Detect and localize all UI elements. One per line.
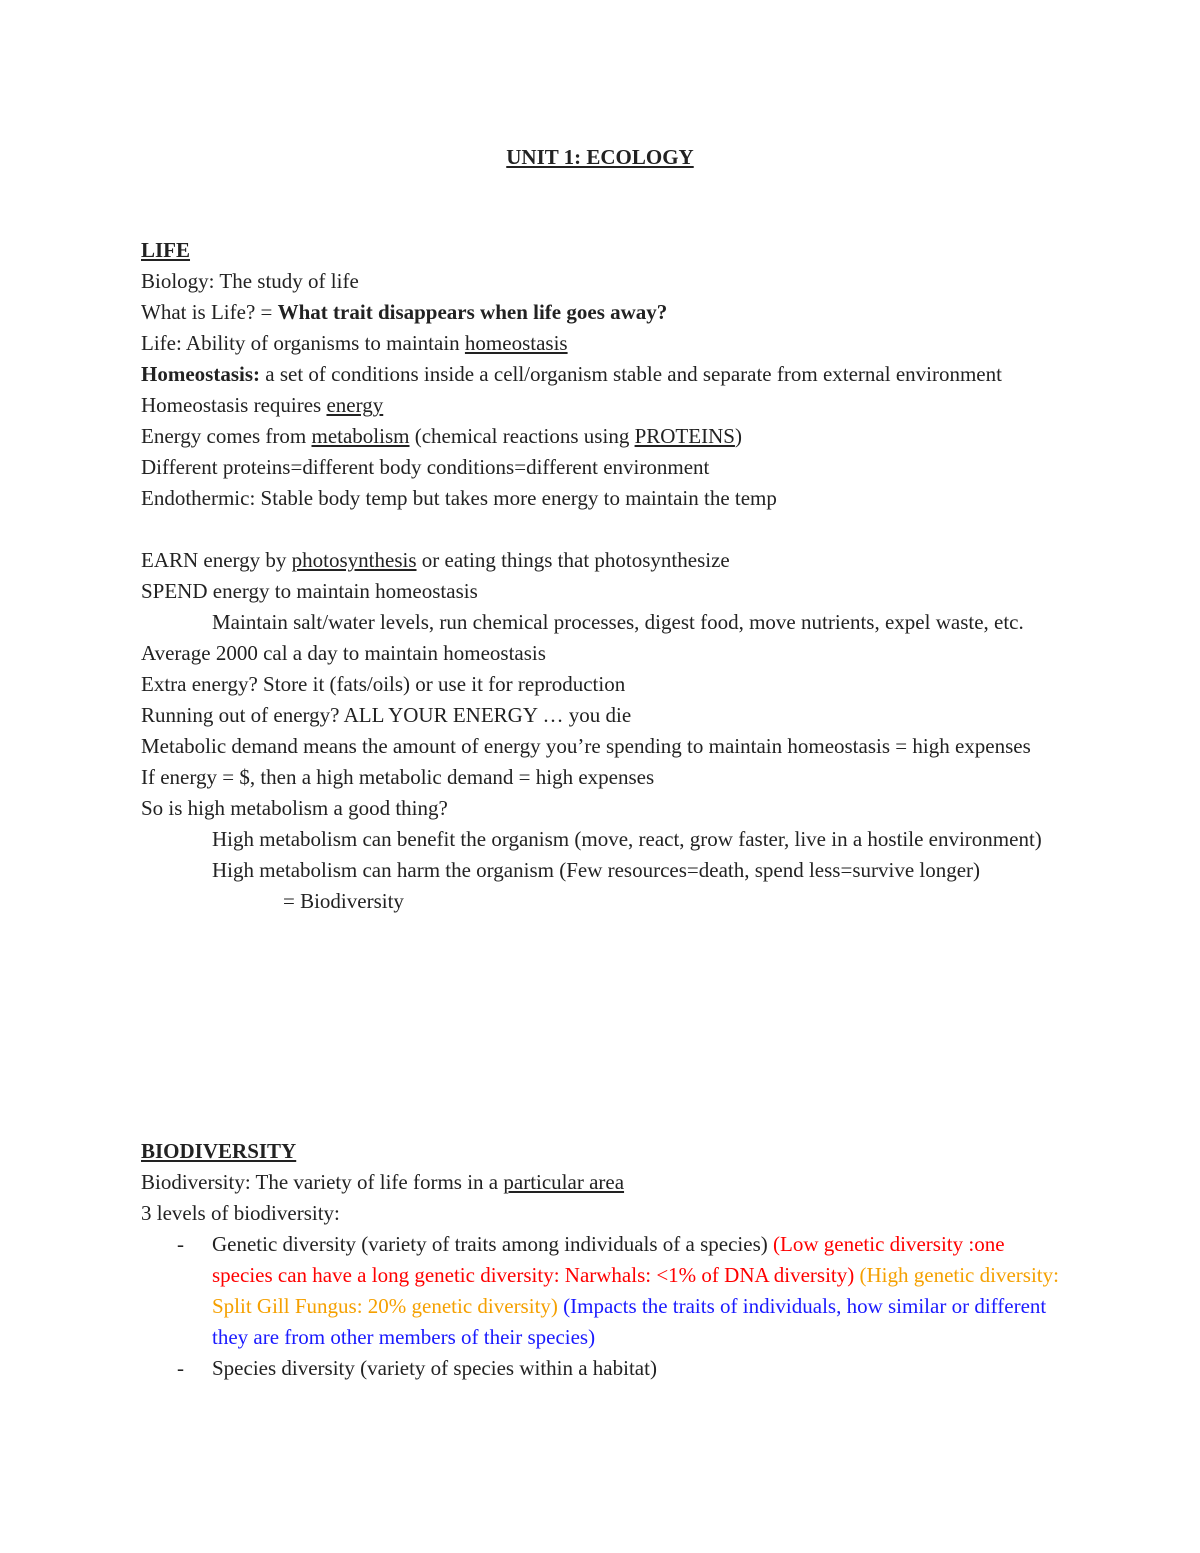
- biodiversity-heading: BIODIVERSITY: [141, 1139, 297, 1163]
- text-line: Homeostasis: a set of conditions inside a cell/organism stable and separate from external environment: [141, 362, 1002, 386]
- text-line: What is Life? = What trait disappears when life goes away?: [141, 300, 668, 324]
- text-line: Metabolic demand means the amount of energy you’re spending to maintain homeostasis = high expenses: [141, 734, 1031, 758]
- text-line: So is high metabolism a good thing?: [141, 796, 448, 820]
- text-line: Energy comes from metabolism (chemical reactions using PROTEINS): [141, 424, 742, 448]
- biodiversity-section: [141, 1136, 1061, 1384]
- text-line: Different proteins=different body conditions=different environment: [141, 455, 710, 479]
- text-line: Average 2000 cal a day to maintain homeostasis: [141, 641, 546, 665]
- text-line: If energy = $, then a high metabolic demand = high expenses: [141, 765, 655, 789]
- page-title: UNIT 1: ECOLOGY: [506, 145, 694, 169]
- text-line: Homeostasis requires energy: [141, 393, 384, 417]
- life-section: [141, 235, 1061, 917]
- text-line: 3 levels of biodiversity:: [141, 1201, 340, 1225]
- text-line: SPEND energy to maintain homeostasis: [141, 579, 478, 603]
- biodiversity-list: [141, 1229, 1061, 1384]
- list-item: - Species diversity (variety of species within a habitat): [141, 1353, 1061, 1384]
- text-line: High metabolism can benefit the organism (move, react, grow faster, live in a hostile environment): [212, 827, 1042, 851]
- text-line: Maintain salt/water levels, run chemical processes, digest food, move nutrients, expel waste, etc.: [212, 610, 1024, 634]
- dash-bullet: -: [177, 1232, 184, 1256]
- blue-note: (Impacts the traits of individuals, how similar or different they are from other members of their species): [212, 1294, 1047, 1349]
- text-line: Biology: The study of life: [141, 269, 359, 293]
- text-line: Life: Ability of organisms to maintain homeostasis: [141, 331, 568, 355]
- text-line: EARN energy by photosynthesis or eating things that photosynthesize: [141, 548, 730, 572]
- red-note: (Low genetic diversity :one species can have a long genetic diversity: Narwhals: <1% of DNA diversity): [212, 1232, 1005, 1287]
- text-line: Biodiversity: The variety of life forms in a particular area: [141, 1170, 625, 1194]
- text-line: Endothermic: Stable body temp but takes more energy to maintain the temp: [141, 486, 777, 510]
- dash-bullet: -: [177, 1356, 184, 1380]
- orange-note: (High genetic diversity: Split Gill Fungus: 20% genetic diversity): [212, 1263, 1059, 1318]
- text-line: = Biodiversity: [283, 889, 404, 913]
- text-line: High metabolism can harm the organism (Few resources=death, spend less=survive longer): [212, 858, 981, 882]
- text-line: Running out of energy? ALL YOUR ENERGY … you die: [141, 703, 632, 727]
- list-item: - Genetic diversity (variety of traits among individuals of a species) (Low genetic diversity :one species can have a long genetic diversity: Narwhals: <1% of DNA diversity) (High genetic diversity: Split Gill Fungus: 20% genetic diversity) (Impacts the traits of individuals, how similar or different they are from other members of their species): [141, 1229, 1061, 1353]
- life-heading: LIFE: [141, 238, 191, 262]
- text-line: Extra energy? Store it (fats/oils) or use it for reproduction: [141, 672, 626, 696]
